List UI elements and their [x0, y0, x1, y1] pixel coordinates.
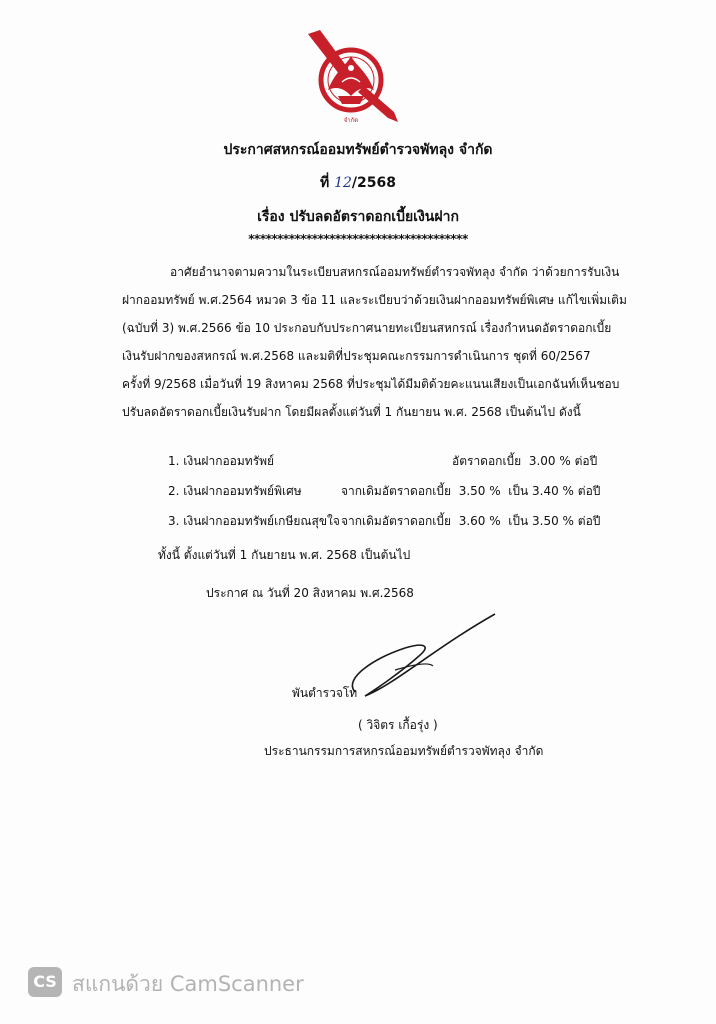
- rate-from: 3.60 %: [458, 514, 501, 528]
- announcement-title: ประกาศสหกรณ์ออมทรัพย์ตำรวจพัทลุง จำกัด: [223, 142, 493, 158]
- body-line: อาศัยอำนาจตามความในระเบียบสหกรณ์ออมทรัพย์ตำรวจพัทลุง จำกัด ว่าด้วยการรับเงิน: [170, 265, 620, 279]
- rate-from-text: จากเดิมอัตราดอกเบี้ย: [341, 484, 452, 498]
- rate-item-label: 3. เงินฝากออมทรัพย์เกษียณสุขใจ: [168, 514, 340, 528]
- rate-from-text: จากเดิมอัตราดอกเบี้ย: [341, 514, 452, 528]
- number-suffix: /2568: [351, 175, 396, 191]
- rate-item-rate: [341, 512, 600, 531]
- rate-from: 3.50 %: [458, 484, 501, 498]
- rate-prefix: อัตราดอกเบี้ย: [452, 454, 522, 468]
- rate-item-rate: [341, 482, 600, 501]
- rate-unit: ต่อปี: [577, 514, 601, 528]
- announcement-subject: เรื่อง ปรับลดอัตราดอกเบี้ยเงินฝาก: [257, 209, 459, 225]
- rate-prefix: เป็น: [508, 514, 529, 528]
- announcement-date: ประกาศ ณ วันที่ 20 สิงหาคม พ.ศ.2568: [206, 586, 414, 600]
- rate-item-label: 1. เงินฝากออมทรัพย์: [168, 454, 275, 468]
- announcement-number: [0, 172, 716, 194]
- handwritten-signature: [335, 608, 510, 708]
- signer-rank: พันตำรวจโท: [292, 686, 358, 700]
- cooperative-seal-emblem: [298, 26, 404, 130]
- handwritten-number: 12: [334, 175, 352, 191]
- separator-line: **************************************: [248, 232, 468, 246]
- rate-new: 3.00 %: [528, 454, 571, 468]
- signer-position: ประธานกรรมการสหกรณ์ออมทรัพย์ตำรวจพัทลุง จำกัด: [264, 744, 544, 758]
- rate-new: 3.50 %: [532, 514, 574, 528]
- camscanner-watermark-text: สแกนด้วย CamScanner: [72, 972, 304, 996]
- camscanner-logo-icon: CS: [28, 967, 62, 997]
- signer-name: ( วิจิตร เกื้อรุ่ง ): [358, 718, 438, 732]
- body-line: ครั้งที่ 9/2568 เมื่อวันที่ 19 สิงหาคม 2568 ที่ประชุมได้มีมติด้วยคะแนนเสียงเป็นเอกฉันท์เห็นชอบ: [122, 377, 620, 391]
- effective-note: ทั้งนี้ ตั้งแต่วันที่ 1 กันยายน พ.ศ. 2568 เป็นต้นไป: [158, 548, 411, 562]
- rate-prefix: เป็น: [508, 484, 529, 498]
- body-line: (ฉบับที่ 3) พ.ศ.2566 ข้อ 10 ประกอบกับประกาศนายทะเบียนสหกรณ์ เรื่องกำหนดอัตราดอกเบี้ย: [122, 321, 612, 335]
- rate-unit: ต่อปี: [577, 484, 601, 498]
- body-line: ฝากออมทรัพย์ พ.ศ.2564 หมวด 3 ข้อ 11 และระเบียบว่าด้วยเงินฝากออมทรัพย์พิเศษ แก้ไขเพิ่มเติม: [122, 293, 627, 307]
- rate-item-rate: [452, 452, 597, 471]
- body-line: เงินรับฝากของสหกรณ์ พ.ศ.2568 และมติที่ประชุมคณะกรรมการดำเนินการ ชุดที่ 60/2567: [122, 349, 591, 363]
- seal-bottom-text: จำกัด: [343, 117, 359, 124]
- number-prefix: ที่: [319, 175, 330, 191]
- rate-new: 3.40 %: [532, 484, 574, 498]
- body-line: ปรับลดอัตราดอกเบี้ยเงินรับฝาก โดยมีผลตั้งแต่วันที่ 1 กันยายน พ.ศ. 2568 เป็นต้นไป ดังนี้: [122, 405, 581, 419]
- rate-item-label: 2. เงินฝากออมทรัพย์พิเศษ: [168, 484, 302, 498]
- body-paragraph: [122, 258, 627, 426]
- rate-unit: ต่อปี: [574, 454, 598, 468]
